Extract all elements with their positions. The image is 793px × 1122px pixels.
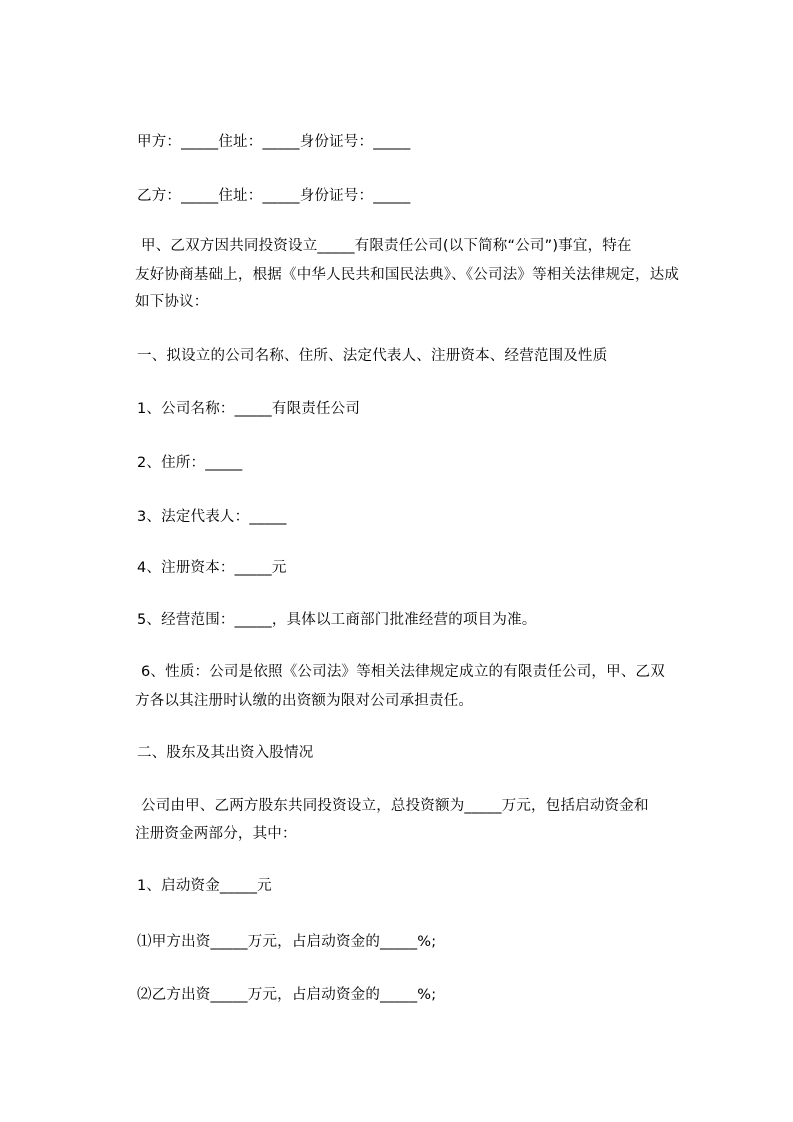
item-party-b-contribution: ⑵乙方出资_____万元，占启动资金的_____%;	[137, 987, 437, 1003]
item-startup-funds: 1、启动资金_____元	[137, 878, 272, 894]
item-registered-capital: 4、注册资本：_____元	[137, 560, 287, 576]
item-business-scope: 5、经营范围：_____，具体以工商部门批准经营的项目为准。	[137, 612, 537, 628]
item-nature-line-1: 6、性质：公司是依照《公司法》等相关法律规定成立的有限责任公司，甲、乙双	[141, 664, 665, 680]
preamble-line-3: 如下协议：	[135, 294, 209, 310]
item-legal-rep: 3、法定代表人：_____	[137, 509, 287, 525]
item-address: 2、住所：_____	[137, 455, 243, 471]
item-company-name: 1、公司名称：_____有限责任公司	[137, 401, 361, 417]
section-1-heading: 一、拟设立的公司名称、住所、法定代表人、注册资本、经营范围及性质	[137, 348, 608, 364]
item-party-a-contribution: ⑴甲方出资_____万元，占启动资金的_____%;	[137, 934, 437, 950]
investment-line-1: 公司由甲、乙两方股东共同投资设立，总投资额为_____万元，包括启动资金和	[141, 798, 649, 814]
preamble-line-1: 甲、乙双方因共同投资设立_____有限责任公司(以下简称“公司”)事宜，特在	[141, 238, 632, 254]
party-a-line: 甲方：_____住址：_____身份证号：_____	[137, 134, 411, 150]
item-nature-line-2: 方各以其注册时认缴的出资额为限对公司承担责任。	[135, 693, 474, 709]
section-2-heading: 二、股东及其出资入股情况	[137, 745, 314, 761]
investment-line-2: 注册资金两部分，其中：	[135, 826, 297, 842]
party-b-line: 乙方：_____住址：_____身份证号：_____	[137, 188, 411, 204]
preamble-line-2: 友好协商基础上，根据《中华人民共和国民法典》、《公司法》等相关法律规定，达成	[135, 267, 680, 283]
